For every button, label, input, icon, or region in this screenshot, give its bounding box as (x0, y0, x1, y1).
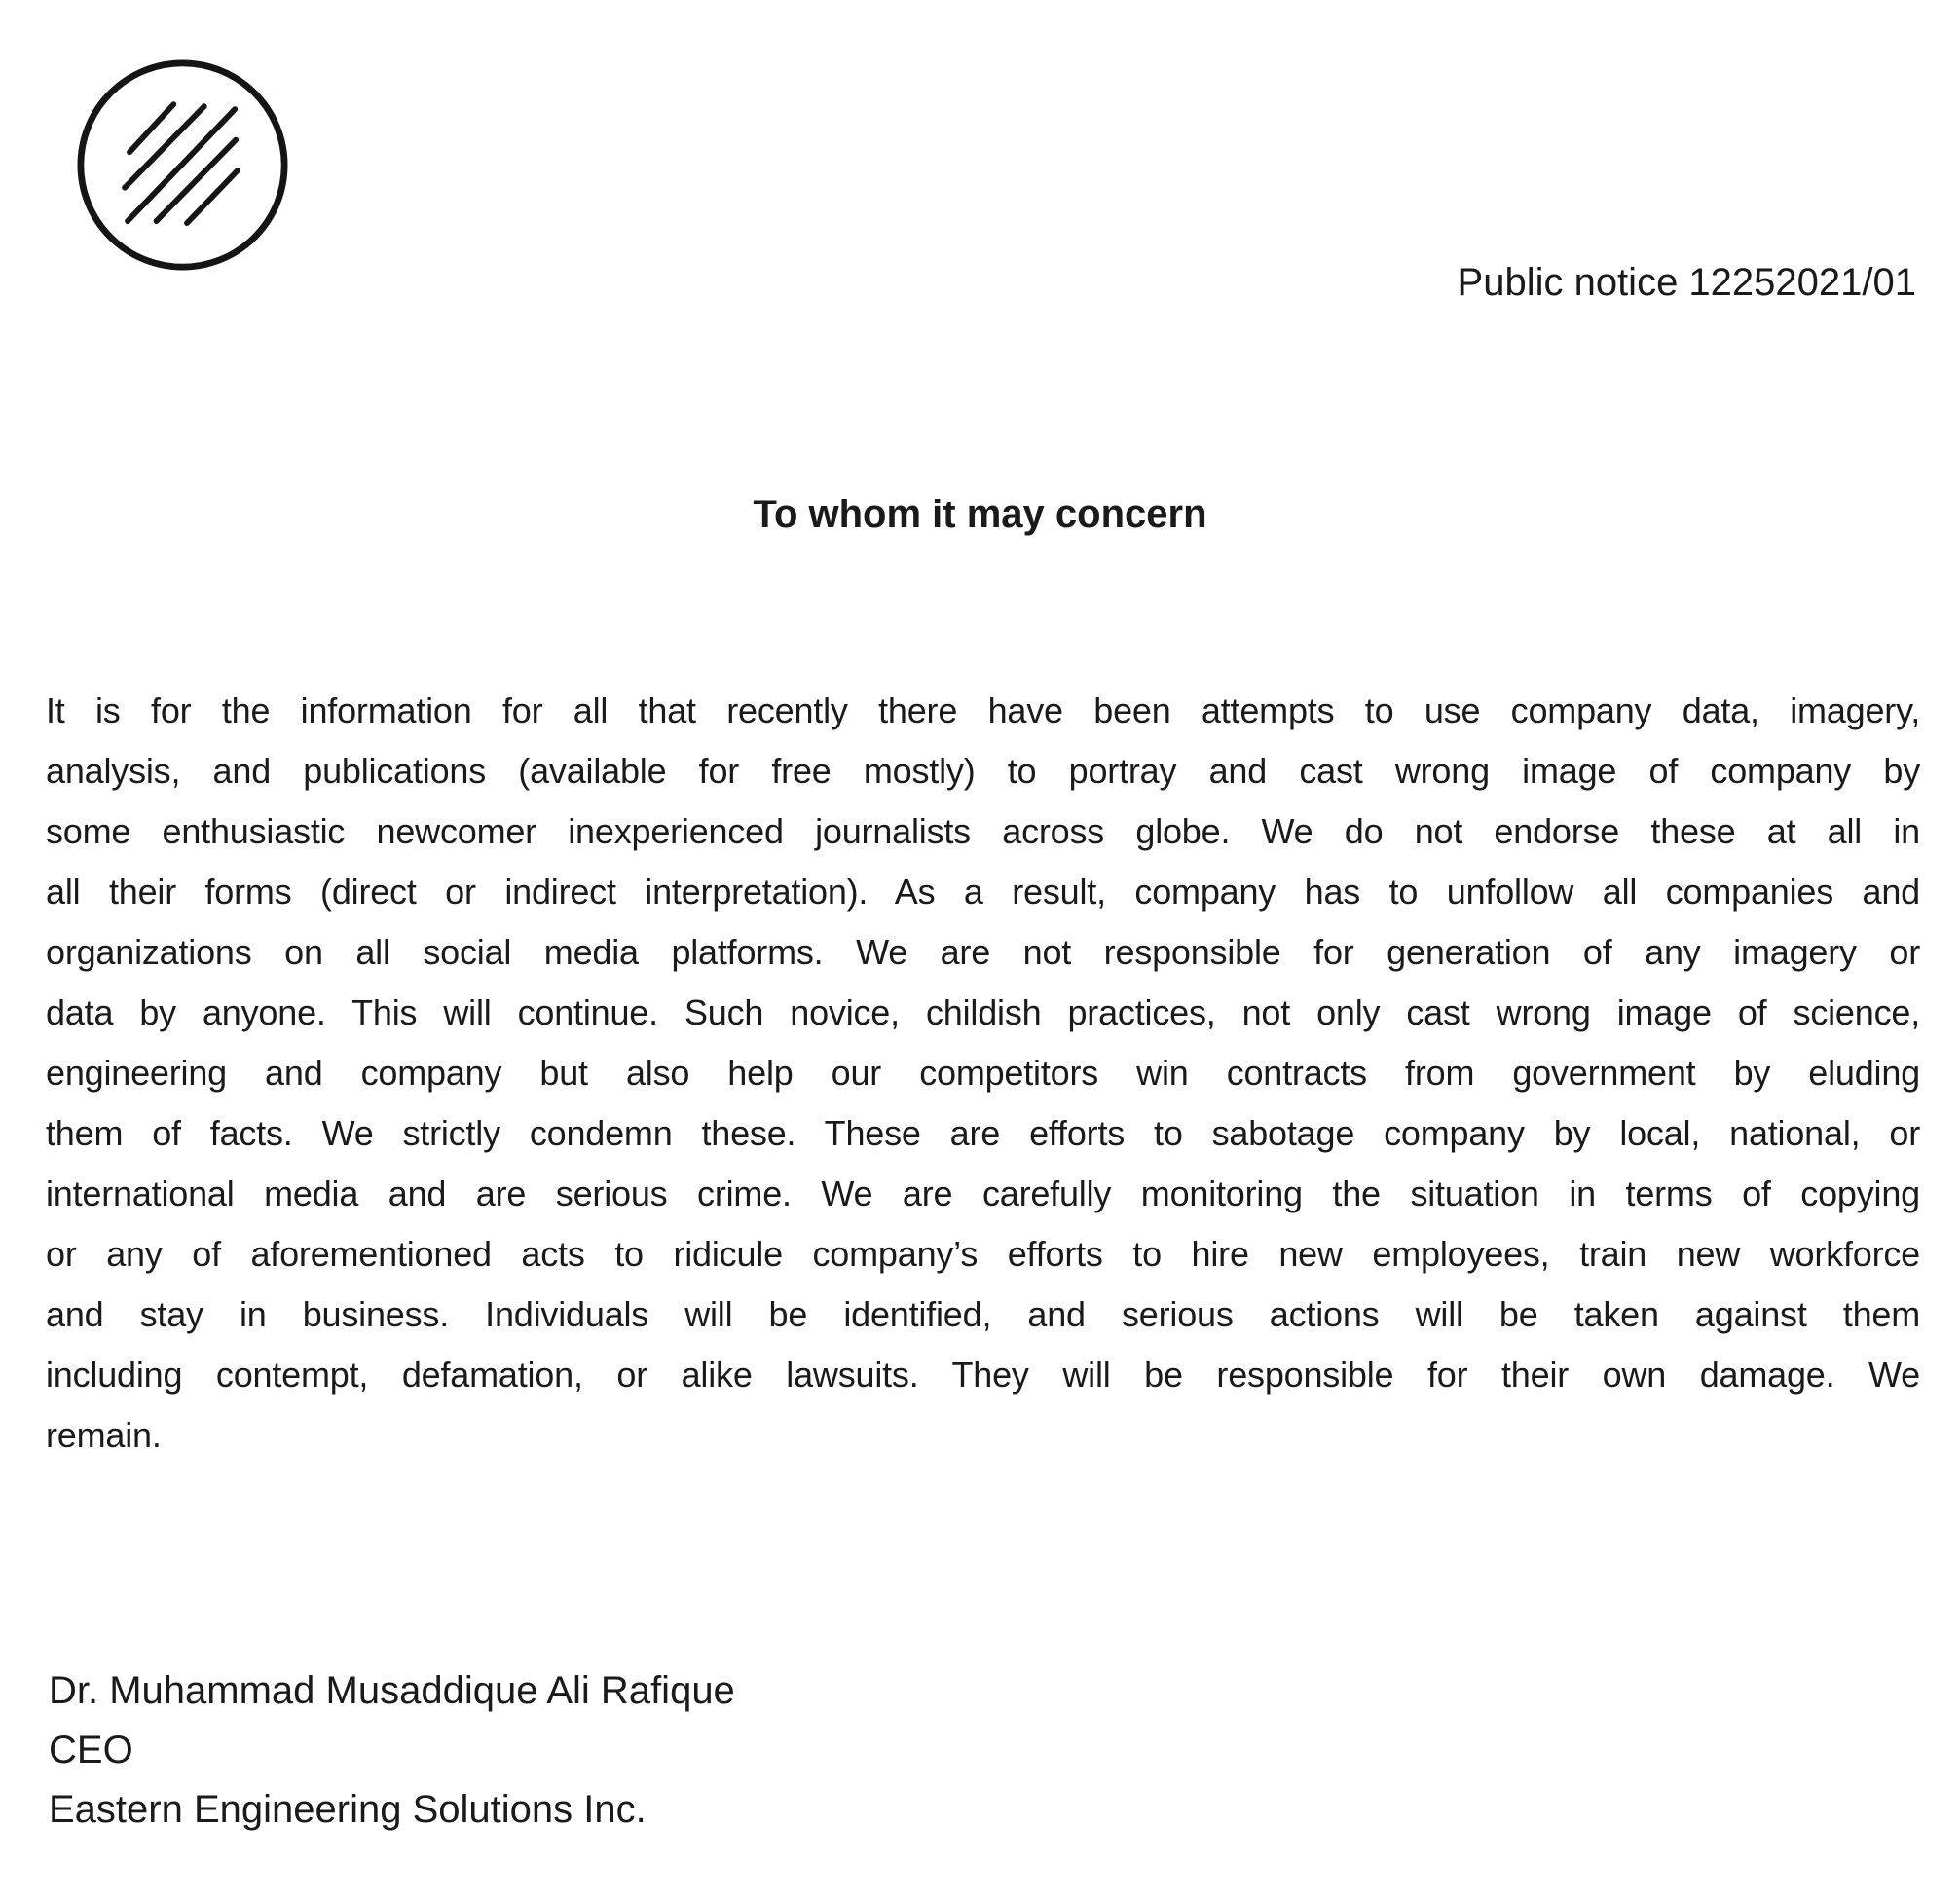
paragraph-line: some enthusiastic newcomer inexperienced journalists across globe. We do not endorse these at all in (46, 811, 1920, 851)
signature-block (49, 1661, 735, 1840)
paragraph-line: engineering and company but also help our competitors win contracts from government by eluding (46, 1053, 1920, 1093)
paragraph-line: them of facts. We strictly condemn these. These are efforts to sabotage company by local, national, or (46, 1113, 1920, 1153)
company-logo (71, 56, 294, 275)
signature-role: CEO (49, 1729, 133, 1771)
paragraph-line: data by anyone. This will continue. Such novice, childish practices, not only cast wrong image of science, (46, 992, 1920, 1032)
paragraph-line: all their forms (direct or indirect interpretation). As a result, company has to unfollow all companies and (46, 872, 1920, 912)
paragraph-line: remain. (46, 1415, 162, 1455)
page-title: To whom it may concern (753, 493, 1207, 536)
paragraph-line: analysis, and publications (available for free mostly) to portray and cast wrong image of company by (46, 751, 1920, 791)
signature-company: Eastern Engineering Solutions Inc. (49, 1788, 647, 1831)
paragraph-line: or any of aforementioned acts to ridicule company’s efforts to hire new employees, train new workforce (46, 1234, 1920, 1274)
paragraph-line: It is for the information for all that recently there have been attempts to use company data, imagery, (46, 690, 1920, 730)
hatched-circle-logo-icon (71, 56, 294, 275)
paragraph-line: international media and are serious crime. We are carefully monitoring the situation in terms of copying (46, 1174, 1920, 1213)
notice-reference: Public notice 12252021/01 (1457, 261, 1916, 304)
paragraph-line: including contempt, defamation, or alike lawsuits. They will be responsible for their own damage. We (46, 1355, 1920, 1395)
paragraph-line: and stay in business. Individuals will be identified, and serious actions will be taken against them (46, 1294, 1920, 1334)
signature-name: Dr. Muhammad Musaddique Ali Rafique (49, 1669, 735, 1712)
paragraph-line: organizations on all social media platforms. We are not responsible for generation of any imagery or (46, 932, 1920, 972)
body-paragraph (46, 681, 1920, 1466)
